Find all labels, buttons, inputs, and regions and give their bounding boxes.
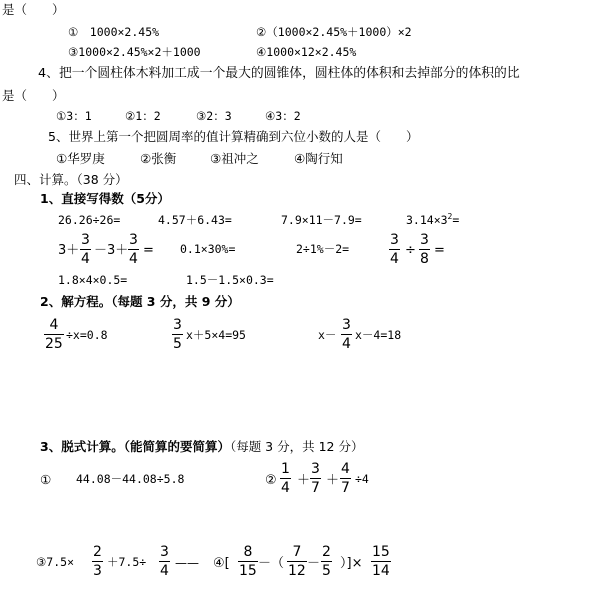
part2-title: 2、解方程。（每题 3 分，共 9 分） <box>40 294 240 309</box>
p1-r2-a-frac-2: 3 4 <box>129 232 138 267</box>
p3-e1-expr: 44.08－44.08÷5.8 <box>76 472 185 486</box>
p3-e4-frac-2: 7 12 <box>288 544 306 579</box>
p3-e3-frac-1: 2 3 <box>93 544 102 579</box>
p3-e3-mid: ＋7.5÷ <box>107 555 147 569</box>
q3-option-4: ④1000×12×2.45% <box>256 45 357 59</box>
q4-option-3: ③2：3 <box>196 109 232 123</box>
part1-title: 1、直接写得数（5分） <box>40 191 170 206</box>
p1-r2-d-op: ÷ <box>405 243 416 258</box>
p1-r3-b: 1.5－1.5×0.3= <box>186 273 274 287</box>
section-title: 四、计算。（38 分） <box>14 172 128 187</box>
q3-option-2: ②（1000×2.45%＋1000）×2 <box>256 25 412 39</box>
p2-e3-pre: x－ <box>318 328 337 342</box>
p3-e2-pre: ② <box>265 473 277 488</box>
q5-text: 5、世界上第一个把圆周率的值计算精确到六位小数的人是（ ） <box>48 129 419 144</box>
p2-e1-frac: 4 25 <box>45 317 63 352</box>
p3-e3-frac-2: 3 4 <box>160 544 169 579</box>
p1-r2-d-frac-1: 3 4 <box>390 232 399 267</box>
p1-r2-d-tail: = <box>434 243 445 258</box>
p1-r2-a-mid: －3＋ <box>94 243 129 258</box>
q4-option-2: ②1：2 <box>125 109 161 123</box>
p3-e1-label: ① <box>40 472 52 487</box>
p1-r2-c: 2÷1%－2= <box>296 242 350 256</box>
p1-r1-a: 26.26÷26= <box>58 213 121 227</box>
p1-r1-b: 4.57＋6.43= <box>158 213 232 227</box>
q5-option-4: ④陶行知 <box>294 151 343 166</box>
p3-e3-tail: —— <box>175 556 199 570</box>
p3-e4-pre: ④[ <box>213 556 230 571</box>
q4-option-4: ④3：2 <box>265 109 301 123</box>
p2-e1-tail: ÷x=0.8 <box>66 328 108 342</box>
p3-e2-frac-2: 3 7 <box>311 461 320 496</box>
part3-title: 3、脱式计算。（能简算的要简算）（每题 3 分，共 12 分） <box>40 439 364 454</box>
q4-line-1: 4、把一个圆柱体木料加工成一个最大的圆锥体，圆柱体的体积和去掉部分的体积的比 <box>38 66 520 81</box>
p3-e2-tail: ÷4 <box>355 472 369 486</box>
p1-r2-a-frac-1: 3 4 <box>81 232 90 267</box>
p3-e2-frac-3: 4 7 <box>341 461 350 496</box>
q4-line-2: 是（ ） <box>2 88 65 103</box>
p1-r3-a: 1.8×4×0.5= <box>58 273 128 287</box>
p3-e4-op2: － <box>307 556 321 571</box>
p1-r2-a-pre: 3＋ <box>58 243 80 258</box>
q3-option-3: ③1000×2.45%×2＋1000 <box>68 45 201 59</box>
p1-r1-c: 7.9×11－7.9= <box>281 213 362 227</box>
p3-e4-op1: －（ <box>258 556 285 571</box>
p3-e2-frac-1: 1 4 <box>281 461 290 496</box>
p2-e3-tail: x－4=18 <box>355 328 402 342</box>
p3-e4-close: ）]× <box>340 556 363 571</box>
q5-option-1: ①华罗庚 <box>56 151 105 166</box>
q3-option-1: ① 1000×2.45% <box>68 25 160 39</box>
p1-r2-b: 0.1×30%= <box>180 242 236 256</box>
p3-e2-op2: ＋ <box>326 473 340 488</box>
p2-e2-frac: 3 5 <box>173 317 182 352</box>
q5-option-3: ③祖冲之 <box>210 151 259 166</box>
p1-r2-a-tail: = <box>143 243 154 258</box>
p3-e4-frac-4: 15 14 <box>372 544 390 579</box>
p3-e4-frac-1: 8 15 <box>239 544 257 579</box>
p3-e4-frac-3: 2 5 <box>322 544 331 579</box>
p1-r1-d: $3.14\times 3^2=$ <box>406 212 460 227</box>
q4-option-1: ①3：1 <box>56 109 92 123</box>
q3-tail: 是（ ） <box>2 2 65 17</box>
p2-e2-tail: x＋5×4=95 <box>186 328 246 342</box>
p2-e3-frac: 3 4 <box>342 317 351 352</box>
q5-option-2: ②张衡 <box>140 151 177 166</box>
p1-r2-d-frac-2: 3 8 <box>420 232 429 267</box>
p3-e3-pre: ③7.5× <box>36 555 75 569</box>
p3-e2-op1: ＋ <box>297 473 311 488</box>
